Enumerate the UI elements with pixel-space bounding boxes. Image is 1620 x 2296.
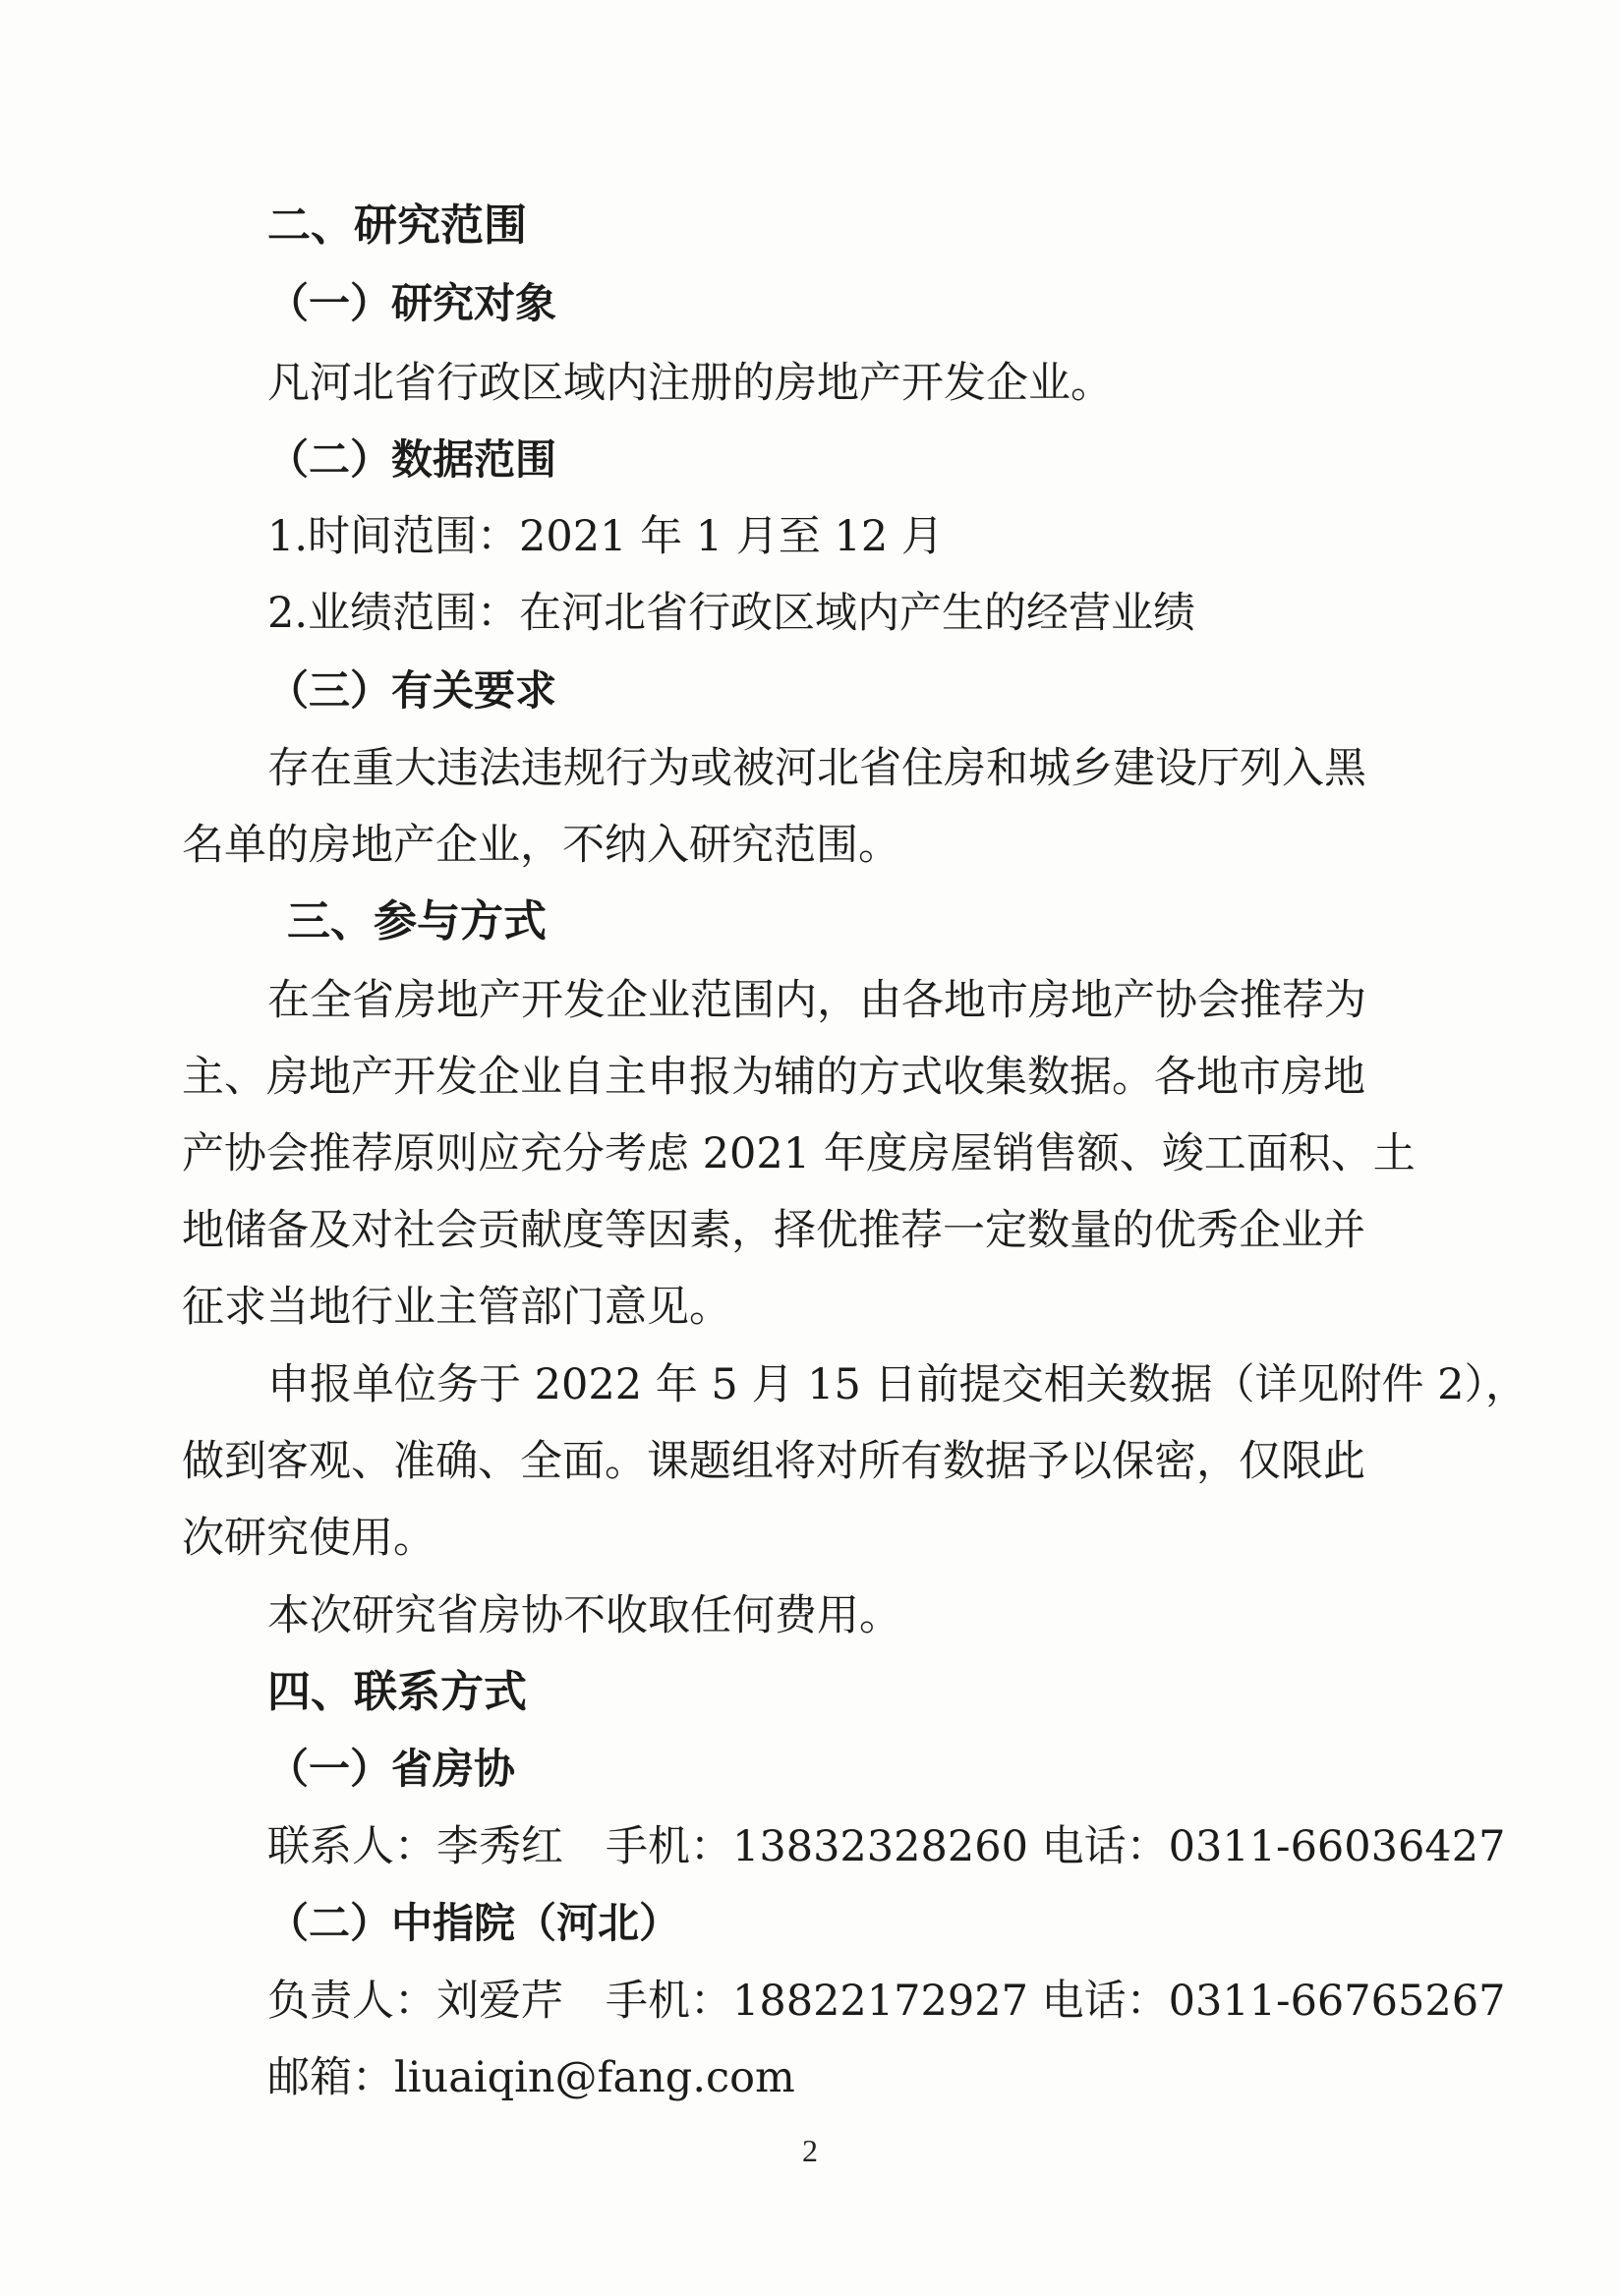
participation-para2-line-3: 次研究使用。: [182, 1514, 435, 1563]
requirements-line-1: 存在重大违法违规行为或被河北省住房和城乡建设厅列入黑: [267, 744, 1366, 793]
requirements-line-2: 名单的房地产企业，不纳入研究范围。: [182, 821, 900, 870]
section-heading-contact: 四、联系方式: [267, 1667, 527, 1717]
participation-para2-line-1: 申报单位务于 2022 年 5 月 15 日前提交相关数据（详见附件 2），: [267, 1360, 1529, 1409]
page-number: 2: [802, 2133, 818, 2168]
section-heading-participation: 三、参与方式: [287, 896, 547, 947]
participation-para1-line-1: 在全省房地产开发企业范围内，由各地市房地产协会推荐为: [267, 976, 1366, 1025]
subheading-requirements: （三）有关要求: [267, 666, 557, 715]
data-scope-performance: 2.业绩范围：在河北省行政区域内产生的经营业绩: [267, 589, 1196, 638]
contact-china-index-hebei: 负责人：刘爱芹 手机：18822172927 电话：0311-66765267: [267, 1977, 1506, 2026]
subheading-data-scope: （二）数据范围: [267, 435, 557, 484]
participation-para1-line-5: 征求当地行业主管部门意见。: [182, 1283, 731, 1332]
participation-para3: 本次研究省房协不收取任何费用。: [267, 1591, 901, 1640]
participation-para1-line-4: 地储备及对社会贡献度等因素，择优推荐一定数量的优秀企业并: [182, 1206, 1365, 1255]
subheading-china-index-hebei: （二）中指院（河北）: [267, 1899, 681, 1947]
contact-provincial-association: 联系人：李秀红 手机：13832328260 电话：0311-66036427: [267, 1822, 1506, 1871]
participation-para2-line-2: 做到客观、准确、全面。课题组将对所有数据予以保密，仅限此: [182, 1437, 1365, 1486]
research-object-text: 凡河北省行政区域内注册的房地产开发企业。: [267, 359, 1113, 408]
subheading-research-object: （一）研究对象: [267, 279, 557, 327]
section-heading-research-scope: 二、研究范围: [267, 201, 527, 251]
subheading-provincial-association: （一）省房协: [267, 1745, 516, 1793]
data-scope-time: 1.时间范围：2021 年 1 月至 12 月: [267, 512, 944, 561]
participation-para1-line-2: 主、房地产开发企业自主申报为辅的方式收集数据。各地市房地: [182, 1053, 1365, 1102]
participation-para1-line-3: 产协会推荐原则应充分考虑 2021 年度房屋销售额、竣工面积、土: [182, 1129, 1416, 1178]
contact-email: 邮箱：liuaiqin@fang.com: [267, 2053, 795, 2102]
